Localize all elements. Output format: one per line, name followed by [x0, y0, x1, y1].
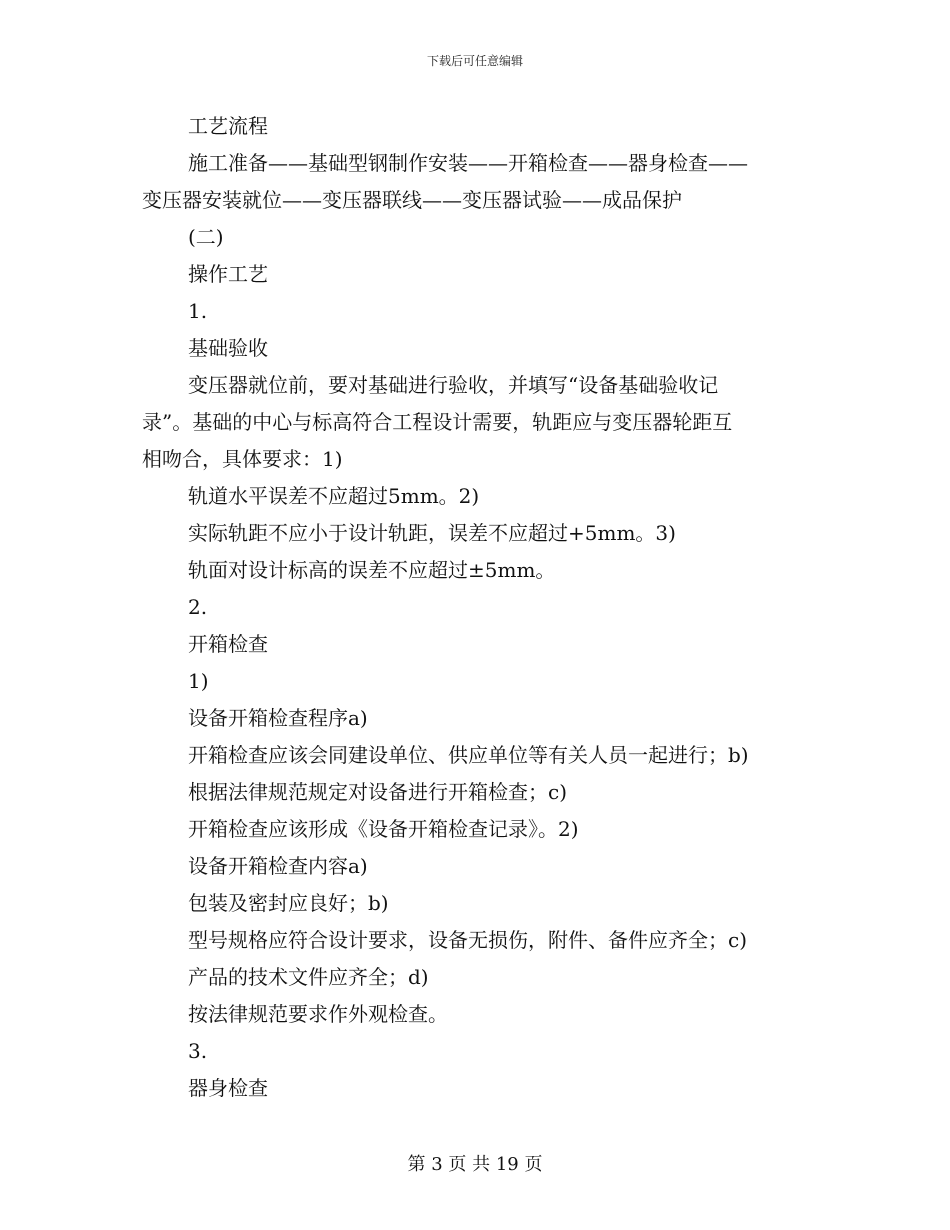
list-item: 开箱检查应该形成《设备开箱检查记录》。2)	[188, 817, 579, 841]
heading-operation-process: 操作工艺	[188, 262, 268, 286]
sub-item-number: 1)	[188, 669, 209, 693]
list-item: 轨面对设计标高的误差不应超过±5mm。	[188, 558, 556, 582]
page-header: 下载后可任意编辑	[426, 54, 523, 68]
paragraph-line: 施工准备——基础型钢制作安装——开箱检查——器身检查——	[188, 151, 748, 175]
paragraph-line: 变压器安装就位——变压器联线——变压器试验——成品保护	[142, 188, 682, 212]
paragraph-line: 变压器就位前，要对基础进行验收，并填写“设备基础验收记	[188, 373, 719, 397]
page-footer: 第 3 页 共 19 页	[407, 1154, 543, 1175]
item-number: 3.	[188, 1039, 208, 1063]
heading-unpacking-inspection: 开箱检查	[188, 632, 268, 656]
item-number: 2.	[188, 595, 208, 619]
section-number: (二)	[188, 225, 224, 249]
list-item: 设备开箱检查程序a)	[188, 706, 368, 730]
list-item: 设备开箱检查内容a)	[188, 854, 368, 878]
list-item: 轨道水平误差不应超过5mm。2)	[188, 484, 480, 508]
heading-process-flow: 工艺流程	[188, 114, 268, 138]
list-item: 根据法律规范规定对设备进行开箱检查；c)	[188, 780, 568, 804]
heading-foundation-acceptance: 基础验收	[188, 336, 268, 360]
list-item: 按法律规范要求作外观检查。	[188, 1002, 448, 1026]
list-item: 型号规格应符合设计要求，设备无损伤，附件、备件应齐全；c)	[188, 928, 748, 952]
paragraph-line: 录”。基础的中心与标高符合工程设计需要，轨距应与变压器轮距互	[142, 410, 733, 434]
list-item: 实际轨距不应小于设计轨距，误差不应超过+5mm。3)	[188, 521, 676, 545]
item-number: 1.	[188, 299, 208, 323]
list-item: 产品的技术文件应齐全；d)	[188, 965, 429, 989]
list-item: 开箱检查应该会同建设单位、供应单位等有关人员一起进行；b)	[188, 743, 749, 767]
list-item: 包装及密封应良好；b)	[188, 891, 389, 915]
document-body	[142, 108, 802, 1107]
heading-body-inspection: 器身检查	[188, 1076, 268, 1100]
paragraph-line: 相吻合，具体要求：1)	[142, 447, 343, 471]
